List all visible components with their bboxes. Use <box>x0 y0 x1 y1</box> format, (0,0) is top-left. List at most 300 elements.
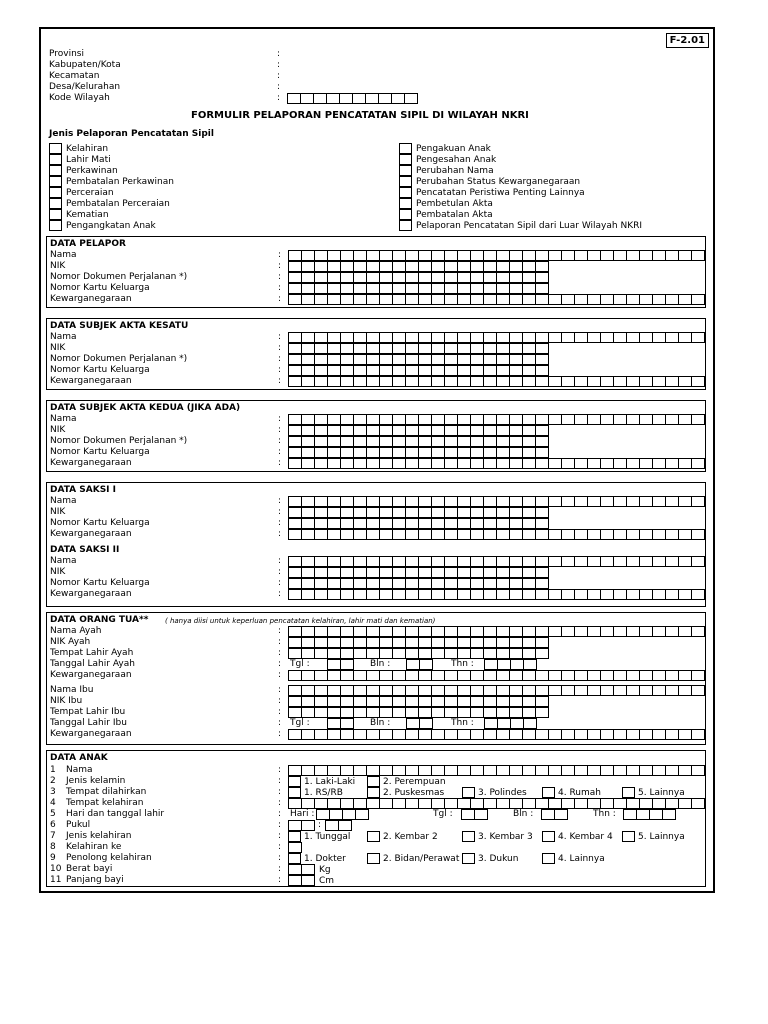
input-cell[interactable] <box>367 261 380 272</box>
input-cell[interactable] <box>601 294 614 305</box>
input-cell[interactable] <box>601 626 614 637</box>
input-cell[interactable] <box>419 250 432 261</box>
input-cell[interactable] <box>301 93 314 104</box>
input-cell[interactable] <box>549 529 562 540</box>
input-cell[interactable] <box>289 798 302 809</box>
input-cell[interactable] <box>432 529 445 540</box>
input-cell[interactable] <box>562 798 575 809</box>
input-cell[interactable] <box>601 765 614 776</box>
input-cell[interactable] <box>627 529 640 540</box>
input-cell[interactable] <box>407 718 420 729</box>
input-cell[interactable] <box>458 589 471 600</box>
input-cell[interactable] <box>419 261 432 272</box>
input-cell[interactable] <box>510 556 523 567</box>
input-cell[interactable] <box>432 670 445 681</box>
input-cell[interactable] <box>510 707 523 718</box>
field-cells[interactable] <box>288 261 549 272</box>
input-cell[interactable] <box>367 458 380 469</box>
input-cell[interactable] <box>289 458 302 469</box>
input-cell[interactable] <box>692 414 705 425</box>
input-cell[interactable] <box>497 496 510 507</box>
input-cell[interactable] <box>627 496 640 507</box>
input-cell[interactable] <box>330 809 343 820</box>
input-cell[interactable] <box>640 729 653 740</box>
input-cell[interactable] <box>575 685 588 696</box>
checkbox-jenis[interactable] <box>49 165 62 176</box>
input-cell[interactable] <box>627 250 640 261</box>
input-cell[interactable] <box>302 376 315 387</box>
input-cell[interactable] <box>562 294 575 305</box>
input-cell[interactable] <box>510 261 523 272</box>
input-cell[interactable] <box>458 425 471 436</box>
input-cell[interactable] <box>445 425 458 436</box>
input-cell[interactable] <box>640 294 653 305</box>
input-cell[interactable] <box>523 648 536 659</box>
input-cell[interactable] <box>419 365 432 376</box>
input-cell[interactable] <box>471 283 484 294</box>
input-cell[interactable] <box>445 578 458 589</box>
input-cell[interactable] <box>523 729 536 740</box>
input-cell[interactable] <box>315 414 328 425</box>
input-cell[interactable] <box>328 250 341 261</box>
input-cell[interactable] <box>328 425 341 436</box>
input-cell[interactable] <box>406 696 419 707</box>
input-cell[interactable] <box>406 365 419 376</box>
input-cell[interactable] <box>289 332 302 343</box>
input-cell[interactable] <box>471 354 484 365</box>
input-cell[interactable] <box>497 365 510 376</box>
input-cell[interactable] <box>289 578 302 589</box>
input-cell[interactable] <box>419 798 432 809</box>
input-cell[interactable] <box>419 447 432 458</box>
input-cell[interactable] <box>485 659 498 670</box>
input-cell[interactable] <box>432 518 445 529</box>
input-cell[interactable] <box>588 458 601 469</box>
input-cell[interactable] <box>393 567 406 578</box>
input-cell[interactable] <box>380 376 393 387</box>
input-cell[interactable] <box>432 589 445 600</box>
input-cell[interactable] <box>575 670 588 681</box>
checkbox-jenis[interactable] <box>399 198 412 209</box>
input-cell[interactable] <box>315 798 328 809</box>
input-cell[interactable] <box>510 578 523 589</box>
input-cell[interactable] <box>471 626 484 637</box>
input-cell[interactable] <box>523 414 536 425</box>
input-cell[interactable] <box>536 798 549 809</box>
input-cell[interactable] <box>406 798 419 809</box>
input-cell[interactable] <box>679 332 692 343</box>
field-cells[interactable] <box>288 685 705 696</box>
input-cell[interactable] <box>302 556 315 567</box>
input-cell[interactable] <box>393 376 406 387</box>
input-cell[interactable] <box>392 93 405 104</box>
input-cell[interactable] <box>627 458 640 469</box>
input-cell[interactable] <box>601 529 614 540</box>
input-cell[interactable] <box>510 376 523 387</box>
input-cell[interactable] <box>536 507 549 518</box>
input-cell[interactable] <box>341 294 354 305</box>
input-cell[interactable] <box>601 556 614 567</box>
input-cell[interactable] <box>419 332 432 343</box>
input-cell[interactable] <box>289 365 302 376</box>
input-cell[interactable] <box>367 556 380 567</box>
input-cell[interactable] <box>289 414 302 425</box>
input-cell[interactable] <box>549 685 562 696</box>
checkbox-jenis[interactable] <box>399 154 412 165</box>
input-cell[interactable] <box>393 648 406 659</box>
input-cell[interactable] <box>380 696 393 707</box>
input-cell[interactable] <box>406 425 419 436</box>
input-cell[interactable] <box>679 670 692 681</box>
input-cell[interactable] <box>354 518 367 529</box>
input-cell[interactable] <box>380 283 393 294</box>
input-cell[interactable] <box>340 93 353 104</box>
input-cell[interactable] <box>575 376 588 387</box>
input-cell[interactable] <box>692 556 705 567</box>
input-cell[interactable] <box>471 507 484 518</box>
input-cell[interactable] <box>289 685 302 696</box>
input-cell[interactable] <box>484 670 497 681</box>
input-cell[interactable] <box>432 332 445 343</box>
input-cell[interactable] <box>475 809 488 820</box>
input-cell[interactable] <box>367 626 380 637</box>
input-cell[interactable] <box>445 518 458 529</box>
input-cell[interactable] <box>523 696 536 707</box>
input-cell[interactable] <box>393 458 406 469</box>
input-cell[interactable] <box>562 332 575 343</box>
input-cell[interactable] <box>432 637 445 648</box>
input-cell[interactable] <box>289 765 302 776</box>
input-cell[interactable] <box>484 272 497 283</box>
input-cell[interactable] <box>458 648 471 659</box>
input-cell[interactable] <box>458 556 471 567</box>
input-cell[interactable] <box>614 496 627 507</box>
input-cell[interactable] <box>354 637 367 648</box>
input-cell[interactable] <box>380 250 393 261</box>
input-cell[interactable] <box>497 567 510 578</box>
input-cell[interactable] <box>380 294 393 305</box>
input-cell[interactable] <box>289 294 302 305</box>
input-cell[interactable] <box>627 798 640 809</box>
input-cell[interactable] <box>484 496 497 507</box>
input-cell[interactable] <box>302 707 315 718</box>
input-cell[interactable] <box>679 414 692 425</box>
input-cell[interactable] <box>445 696 458 707</box>
input-cell[interactable] <box>511 718 524 729</box>
checkbox-penolong[interactable] <box>542 853 555 864</box>
input-cell[interactable] <box>289 670 302 681</box>
input-cell[interactable] <box>523 765 536 776</box>
input-cell[interactable] <box>328 332 341 343</box>
input-cell[interactable] <box>588 414 601 425</box>
input-cell[interactable] <box>484 332 497 343</box>
input-cell[interactable] <box>640 556 653 567</box>
input-cell[interactable] <box>432 648 445 659</box>
input-cell[interactable] <box>471 250 484 261</box>
input-cell[interactable] <box>406 765 419 776</box>
input-cell[interactable] <box>367 567 380 578</box>
input-cell[interactable] <box>393 578 406 589</box>
input-cell[interactable] <box>367 447 380 458</box>
input-cell[interactable] <box>406 436 419 447</box>
input-cell[interactable] <box>341 696 354 707</box>
input-cell[interactable] <box>614 376 627 387</box>
input-cell[interactable] <box>614 332 627 343</box>
input-cell[interactable] <box>497 507 510 518</box>
input-cell[interactable] <box>354 507 367 518</box>
input-cell[interactable] <box>510 765 523 776</box>
input-cell[interactable] <box>536 567 549 578</box>
input-cell[interactable] <box>354 250 367 261</box>
input-cell[interactable] <box>315 332 328 343</box>
input-cell[interactable] <box>536 458 549 469</box>
input-cell[interactable] <box>549 626 562 637</box>
input-cell[interactable] <box>536 626 549 637</box>
input-cell[interactable] <box>497 447 510 458</box>
input-cell[interactable] <box>380 637 393 648</box>
input-cell[interactable] <box>575 496 588 507</box>
input-cell[interactable] <box>497 556 510 567</box>
input-cell[interactable] <box>445 707 458 718</box>
input-cell[interactable] <box>315 376 328 387</box>
input-cell[interactable] <box>679 626 692 637</box>
input-cell[interactable] <box>575 729 588 740</box>
input-cell[interactable] <box>510 447 523 458</box>
input-cell[interactable] <box>562 376 575 387</box>
input-cell[interactable] <box>666 294 679 305</box>
input-cell[interactable] <box>341 354 354 365</box>
field-cells[interactable] <box>288 648 549 659</box>
input-cell[interactable] <box>523 626 536 637</box>
input-cell[interactable] <box>302 507 315 518</box>
input-cell[interactable] <box>536 343 549 354</box>
input-cell[interactable] <box>302 283 315 294</box>
field-cells[interactable] <box>288 343 549 354</box>
input-cell[interactable] <box>588 332 601 343</box>
input-cell[interactable] <box>536 648 549 659</box>
input-cell[interactable] <box>484 414 497 425</box>
input-cell[interactable] <box>562 496 575 507</box>
input-cell[interactable] <box>445 283 458 294</box>
input-cell[interactable] <box>315 425 328 436</box>
input-cell[interactable] <box>380 518 393 529</box>
input-cell[interactable] <box>536 283 549 294</box>
input-cell[interactable] <box>458 707 471 718</box>
input-cell[interactable] <box>484 518 497 529</box>
input-cell[interactable] <box>562 765 575 776</box>
input-cell[interactable] <box>549 458 562 469</box>
input-cell[interactable] <box>510 729 523 740</box>
input-cell[interactable] <box>471 376 484 387</box>
input-cell[interactable] <box>536 707 549 718</box>
input-cell[interactable] <box>510 685 523 696</box>
input-cell[interactable] <box>327 93 340 104</box>
input-cell[interactable] <box>523 365 536 376</box>
input-cell[interactable] <box>653 294 666 305</box>
input-cell[interactable] <box>484 707 497 718</box>
input-cell[interactable] <box>380 670 393 681</box>
field-cells[interactable] <box>288 436 549 447</box>
input-cell[interactable] <box>510 507 523 518</box>
input-cell[interactable] <box>288 93 301 104</box>
input-cell[interactable] <box>315 436 328 447</box>
input-cell[interactable] <box>419 648 432 659</box>
input-cell[interactable] <box>302 414 315 425</box>
input-cell[interactable] <box>536 578 549 589</box>
input-cell[interactable] <box>380 626 393 637</box>
input-cell[interactable] <box>289 447 302 458</box>
input-cell[interactable] <box>588 765 601 776</box>
checkbox-penolong[interactable] <box>367 853 380 864</box>
input-cell[interactable] <box>380 685 393 696</box>
input-cell[interactable] <box>679 798 692 809</box>
input-cell[interactable] <box>432 507 445 518</box>
input-cell[interactable] <box>341 458 354 469</box>
input-cell[interactable] <box>497 272 510 283</box>
input-cell[interactable] <box>341 332 354 343</box>
input-cell[interactable] <box>601 458 614 469</box>
input-cell[interactable] <box>562 589 575 600</box>
input-cell[interactable] <box>614 294 627 305</box>
input-cell[interactable] <box>341 529 354 540</box>
input-cell[interactable] <box>523 436 536 447</box>
input-cell[interactable] <box>354 272 367 283</box>
input-cell[interactable] <box>575 332 588 343</box>
input-cell[interactable] <box>653 556 666 567</box>
kelahiran-ke-cell[interactable] <box>288 842 302 853</box>
input-cell[interactable] <box>536 529 549 540</box>
field-cells[interactable] <box>288 354 549 365</box>
input-cell[interactable] <box>341 648 354 659</box>
input-cell[interactable] <box>367 250 380 261</box>
input-cell[interactable] <box>497 332 510 343</box>
input-cell[interactable] <box>536 696 549 707</box>
input-cell[interactable] <box>302 567 315 578</box>
input-cell[interactable] <box>289 376 302 387</box>
input-cell[interactable] <box>549 670 562 681</box>
input-cell[interactable] <box>692 458 705 469</box>
input-cell[interactable] <box>523 798 536 809</box>
input-cell[interactable] <box>328 343 341 354</box>
input-cell[interactable] <box>354 670 367 681</box>
input-cell[interactable] <box>393 283 406 294</box>
input-cell[interactable] <box>653 798 666 809</box>
input-cell[interactable] <box>341 414 354 425</box>
input-cell[interactable] <box>420 659 433 670</box>
input-cell[interactable] <box>510 283 523 294</box>
input-cell[interactable] <box>445 567 458 578</box>
input-cell[interactable] <box>419 556 432 567</box>
input-cell[interactable] <box>588 798 601 809</box>
input-cell[interactable] <box>419 496 432 507</box>
input-cell[interactable] <box>380 798 393 809</box>
input-cell[interactable] <box>458 670 471 681</box>
input-cell[interactable] <box>624 809 637 820</box>
input-cell[interactable] <box>406 518 419 529</box>
field-cells[interactable] <box>288 294 705 305</box>
input-cell[interactable] <box>302 458 315 469</box>
input-cell[interactable] <box>367 729 380 740</box>
input-cell[interactable] <box>510 458 523 469</box>
input-cell[interactable] <box>315 343 328 354</box>
input-cell[interactable] <box>471 765 484 776</box>
input-cell[interactable] <box>458 507 471 518</box>
input-cell[interactable] <box>601 376 614 387</box>
input-cell[interactable] <box>328 261 341 272</box>
input-cell[interactable] <box>640 496 653 507</box>
input-cell[interactable] <box>341 507 354 518</box>
input-cell[interactable] <box>471 425 484 436</box>
input-cell[interactable] <box>367 798 380 809</box>
input-cell[interactable] <box>432 425 445 436</box>
input-cell[interactable] <box>380 332 393 343</box>
checkbox-penolong[interactable] <box>462 853 475 864</box>
input-cell[interactable] <box>328 272 341 283</box>
input-cell[interactable] <box>419 507 432 518</box>
input-cell[interactable] <box>523 272 536 283</box>
input-cell[interactable] <box>679 458 692 469</box>
input-cell[interactable] <box>419 272 432 283</box>
checkbox-jenis[interactable] <box>399 143 412 154</box>
input-cell[interactable] <box>471 685 484 696</box>
input-cell[interactable] <box>432 685 445 696</box>
input-cell[interactable] <box>302 670 315 681</box>
input-cell[interactable] <box>484 529 497 540</box>
input-cell[interactable] <box>536 685 549 696</box>
input-cell[interactable] <box>653 765 666 776</box>
field-cells[interactable] <box>288 696 549 707</box>
input-cell[interactable] <box>289 875 302 886</box>
input-cell[interactable] <box>627 685 640 696</box>
input-cell[interactable] <box>315 648 328 659</box>
input-cell[interactable] <box>653 250 666 261</box>
input-cell[interactable] <box>380 496 393 507</box>
input-cell[interactable] <box>341 436 354 447</box>
input-cell[interactable] <box>653 589 666 600</box>
input-cell[interactable] <box>393 261 406 272</box>
input-cell[interactable] <box>406 332 419 343</box>
input-cell[interactable] <box>484 626 497 637</box>
input-cell[interactable] <box>542 809 555 820</box>
input-cell[interactable] <box>666 589 679 600</box>
input-cell[interactable] <box>627 294 640 305</box>
input-cell[interactable] <box>627 626 640 637</box>
input-cell[interactable] <box>640 458 653 469</box>
input-cell[interactable] <box>497 518 510 529</box>
input-cell[interactable] <box>562 458 575 469</box>
input-cell[interactable] <box>341 707 354 718</box>
input-cell[interactable] <box>406 294 419 305</box>
input-cell[interactable] <box>406 376 419 387</box>
input-cell[interactable] <box>432 294 445 305</box>
input-cell[interactable] <box>432 707 445 718</box>
input-cell[interactable] <box>562 529 575 540</box>
input-cell[interactable] <box>588 589 601 600</box>
input-cell[interactable] <box>458 261 471 272</box>
input-cell[interactable] <box>549 556 562 567</box>
input-cell[interactable] <box>328 589 341 600</box>
input-cell[interactable] <box>328 376 341 387</box>
input-cell[interactable] <box>289 696 302 707</box>
input-cell[interactable] <box>367 343 380 354</box>
input-cell[interactable] <box>523 376 536 387</box>
input-cell[interactable] <box>640 589 653 600</box>
input-cell[interactable] <box>471 496 484 507</box>
input-cell[interactable] <box>406 529 419 540</box>
pukul-menit-cells[interactable] <box>325 820 352 831</box>
input-cell[interactable] <box>289 707 302 718</box>
input-cell[interactable] <box>302 250 315 261</box>
